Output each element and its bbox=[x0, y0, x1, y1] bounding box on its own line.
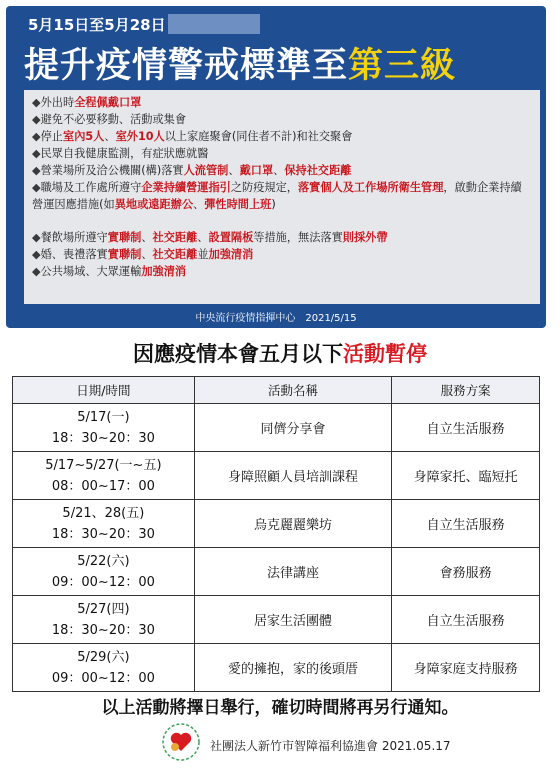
table-row bbox=[13, 548, 540, 596]
measure-highlight: 加強清消 bbox=[141, 265, 187, 278]
measure-text: 、 bbox=[228, 164, 240, 177]
measure-item bbox=[32, 128, 532, 145]
table-row bbox=[13, 452, 540, 500]
date-text: 5/21、28(五) bbox=[62, 505, 145, 521]
measure-text: ) bbox=[271, 198, 276, 211]
measure-highlight: 實聯制 bbox=[107, 248, 142, 261]
measure-item bbox=[32, 145, 532, 162]
measure-text: 公共場域、大眾運輸 bbox=[40, 265, 142, 278]
activity-cell: 同儕分享會 bbox=[194, 404, 392, 452]
date-time-cell bbox=[13, 452, 195, 500]
diamond-bullet-icon: ◆ bbox=[32, 147, 41, 160]
diamond-bullet-icon: ◆ bbox=[32, 265, 41, 278]
measure-text: 以上家庭聚會(同住者不計)和社交聚會 bbox=[164, 130, 353, 143]
diamond-bullet-icon: ◆ bbox=[32, 248, 41, 261]
measure-text: 、 bbox=[193, 198, 205, 211]
date-text: 5/22(六) bbox=[77, 553, 130, 569]
diamond-bullet-icon: ◆ bbox=[32, 231, 41, 244]
activity-cell: 居家生活團體 bbox=[194, 596, 392, 644]
measure-text: 職場及工作處所遵守 bbox=[40, 181, 142, 194]
activity-cell: 身障照顧人員培訓課程 bbox=[194, 452, 392, 500]
program-cell: 身障家托、臨短托 bbox=[392, 452, 540, 500]
date-text: 5/17(一) bbox=[77, 409, 130, 425]
program-cell: 自立生活服務 bbox=[392, 596, 540, 644]
measure-text: 、 bbox=[104, 130, 116, 143]
measure-highlight: 實聯制 bbox=[107, 231, 142, 244]
measure-highlight: 社交距離 bbox=[152, 248, 198, 261]
notice-title-main: 因應疫情本會五月以下 bbox=[133, 342, 343, 366]
time-text: 18：30~20：30 bbox=[51, 430, 155, 446]
date-text: 5/27(四) bbox=[77, 601, 130, 617]
measure-highlight: 保持社交距離 bbox=[284, 164, 352, 177]
measure-highlight: 社交距離 bbox=[152, 231, 198, 244]
measure-item bbox=[32, 179, 532, 213]
measure-text: ，啟動企業持續營運因應措施(如 bbox=[32, 181, 522, 211]
banner-date-range: 5月15日至5月28日 bbox=[28, 16, 166, 34]
table-row bbox=[13, 404, 540, 452]
measure-text: 、 bbox=[197, 231, 209, 244]
headline-highlight: 第三級 bbox=[348, 46, 457, 86]
time-text: 09：00~12：00 bbox=[51, 670, 155, 686]
program-cell: 會務服務 bbox=[392, 548, 540, 596]
measure-text: 避免不必要移動、活動或集會 bbox=[40, 113, 187, 126]
notice-title-highlight: 活動暫停 bbox=[343, 342, 427, 366]
program-cell: 自立生活服務 bbox=[392, 404, 540, 452]
date-time-cell bbox=[13, 404, 195, 452]
measure-item bbox=[32, 94, 532, 111]
measure-item bbox=[32, 246, 532, 263]
measure-highlight: 則採外帶 bbox=[342, 231, 388, 244]
table-row bbox=[13, 596, 540, 644]
schedule-table bbox=[12, 376, 540, 692]
activity-cell: 烏克麗麗樂坊 bbox=[194, 500, 392, 548]
measure-highlight: 設置隔板 bbox=[208, 231, 254, 244]
measure-highlight: 異地或遠距辦公 bbox=[114, 198, 194, 211]
alert-banner bbox=[6, 6, 546, 328]
date-time-cell bbox=[13, 644, 195, 692]
date-text: 5/17~5/27(一~五) bbox=[45, 457, 162, 473]
date-time-cell bbox=[13, 596, 195, 644]
activity-cell: 法律講座 bbox=[194, 548, 392, 596]
header-program: 服務方案 bbox=[392, 377, 540, 404]
measure-highlight: 戴口罩 bbox=[239, 164, 274, 177]
notice-title bbox=[0, 338, 560, 368]
time-text: 18：30~20：30 bbox=[51, 526, 155, 542]
measure-text: 、 bbox=[141, 231, 153, 244]
measure-text: 外出時 bbox=[40, 96, 75, 109]
measure-item bbox=[32, 263, 532, 280]
measure-item bbox=[32, 229, 532, 246]
measure-highlight: 室內5人 bbox=[63, 130, 105, 143]
date-time-cell bbox=[13, 548, 195, 596]
measure-item bbox=[32, 162, 532, 179]
activity-cell: 愛的擁抱，家的後頭厝 bbox=[194, 644, 392, 692]
measure-text: 、 bbox=[141, 248, 153, 261]
time-text: 09：00~12：00 bbox=[51, 574, 155, 590]
date-text: 5/29(六) bbox=[77, 649, 130, 665]
measure-text: 等措施，無法落實 bbox=[253, 231, 343, 244]
measure-item bbox=[32, 111, 532, 128]
time-text: 18：30~20：30 bbox=[51, 622, 155, 638]
diamond-bullet-icon: ◆ bbox=[32, 164, 41, 177]
measure-text: 餐飲場所遵守 bbox=[40, 231, 108, 244]
measure-text: 婚、喪禮落實 bbox=[40, 248, 108, 261]
banner-source: 中央流行疫情指揮中心 2021/5/15 bbox=[195, 313, 357, 324]
header-date: 日期/時間 bbox=[13, 377, 195, 404]
diamond-bullet-icon: ◆ bbox=[32, 130, 41, 143]
measure-text: 停止 bbox=[40, 130, 63, 143]
table-row bbox=[13, 644, 540, 692]
program-cell: 自立生活服務 bbox=[392, 500, 540, 548]
org-signature: 社團法人新竹市智障福利協進會 2021.05.17 bbox=[210, 739, 451, 753]
measure-highlight: 全程佩戴口罩 bbox=[74, 96, 142, 109]
measure-highlight: 室外10人 bbox=[115, 130, 165, 143]
redacted-block bbox=[168, 14, 260, 34]
headline-main: 提升疫情警戒標準至 bbox=[24, 46, 349, 86]
header-activity: 活動名稱 bbox=[194, 377, 392, 404]
closing-note: 以上活動將擇日舉行，確切時間將再另行通知。 bbox=[101, 698, 459, 718]
diamond-bullet-icon: ◆ bbox=[32, 96, 41, 109]
measure-highlight: 人流管制 bbox=[183, 164, 229, 177]
diamond-bullet-icon: ◆ bbox=[32, 181, 41, 194]
measure-highlight: 企業持續營運指引 bbox=[141, 181, 231, 194]
measure-text: 營業場所及洽公機關(構)落實 bbox=[40, 164, 184, 177]
table-row bbox=[13, 500, 540, 548]
time-text: 08：00~17：00 bbox=[51, 478, 155, 494]
date-time-cell bbox=[13, 500, 195, 548]
measure-text: 、 bbox=[273, 164, 285, 177]
banner-headline bbox=[24, 38, 456, 88]
heart-hands-logo-icon bbox=[160, 721, 202, 763]
measure-highlight: 落實個人及工作場所衛生管理 bbox=[297, 181, 444, 194]
measure-text: 之防疫規定， bbox=[230, 181, 298, 194]
measure-highlight: 彈性時間上班 bbox=[204, 198, 272, 211]
measure-highlight: 加強清消 bbox=[208, 248, 254, 261]
diamond-bullet-icon: ◆ bbox=[32, 113, 41, 126]
measure-text: 民眾自我健康監測，有症狀應就醫 bbox=[40, 147, 209, 160]
measure-text: 並 bbox=[197, 248, 209, 261]
program-cell: 身障家庭支持服務 bbox=[392, 644, 540, 692]
measures-panel bbox=[24, 90, 540, 304]
